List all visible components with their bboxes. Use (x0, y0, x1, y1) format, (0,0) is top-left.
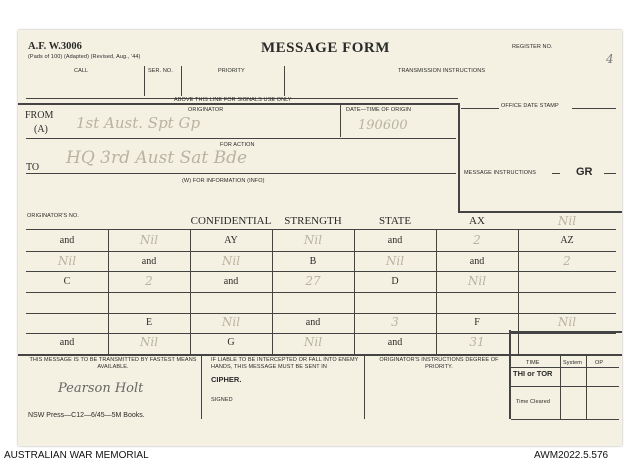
to-value: HQ 3rd Aust Sat Bde (66, 148, 248, 168)
cipher-label: CIPHER. (211, 375, 242, 384)
time-cleared-label: Time Cleared (516, 399, 551, 405)
signals-use-only: ABOVE THIS LINE FOR SIGNALS USE ONLY (174, 97, 292, 103)
grid-cell: and (141, 256, 157, 267)
grid-cell: Nil (139, 335, 159, 349)
register-mark: 4 (606, 52, 614, 66)
form-code: A.F. W.3006 (28, 41, 82, 52)
grid-cell: D (391, 276, 399, 287)
gr-rule (552, 173, 560, 174)
gr-rule (604, 173, 616, 174)
header-divider (144, 66, 145, 96)
grid-cell: and (305, 317, 321, 328)
time-box-rule (511, 386, 619, 387)
thi-or-tor-label: THI or TOR (513, 369, 553, 378)
grid-cell: Nil (385, 254, 405, 268)
from-rule (26, 138, 456, 139)
grid-cell: 2 (145, 274, 153, 288)
message-instructions-label: MESSAGE INSTRUCTIONS (464, 170, 536, 176)
originators-no-label: ORIGINATOR'S NO. (27, 213, 79, 219)
confidential-header: CONFIDENTIAL (190, 215, 272, 227)
grid-col-rule (190, 229, 191, 354)
dtg-value: 190600 (358, 118, 408, 133)
grid-col-rule (354, 229, 355, 354)
ax-header: AX (469, 215, 485, 227)
originator-label: ORIGINATOR (188, 107, 224, 113)
grid-rule (26, 333, 616, 334)
header-divider (181, 66, 182, 96)
signature: Pearson Holt (58, 381, 144, 396)
grid-cell: 27 (305, 274, 321, 288)
archive-caption-right: AWM2022.5.576 (534, 450, 609, 461)
grid-cell: C (63, 276, 71, 287)
grid-cell: and (59, 337, 75, 348)
grid-col-rule (518, 229, 519, 354)
form-pads-note: (Pads of 100) (Adapted) (Revised, Aug., '44) (28, 54, 141, 60)
grid-rule (26, 292, 616, 293)
grid-cell: AZ (560, 235, 574, 246)
ax-value: Nil (557, 214, 577, 228)
message-form-sheet (18, 30, 622, 446)
from-label: FROM (25, 110, 54, 121)
grid-cell: Nil (557, 315, 577, 329)
time-box-rule (511, 419, 619, 420)
state-header: STATE (378, 215, 412, 227)
intercept-note: IF LIABLE TO BE INTERCEPTED OR FALL INTO ENEMY HANDS, THIS MESSAGE MUST BE SENT IN (211, 357, 359, 370)
grid-cell: Nil (221, 315, 241, 329)
form-title: MESSAGE FORM (261, 40, 390, 56)
grid-cell: 2 (563, 254, 571, 268)
office-date-stamp-label: OFFICE DATE STAMP (501, 103, 559, 109)
header-divider (284, 66, 285, 96)
system-label: System (563, 360, 582, 366)
to-rule (26, 173, 456, 174)
routing-right-rule (458, 103, 460, 213)
routing-top-rule (18, 103, 459, 105)
time-box-divider (586, 356, 587, 419)
grid-cell: 3 (391, 315, 399, 329)
gr-label: GR (576, 166, 593, 178)
bottom-divider (201, 355, 202, 419)
grid-rule (26, 313, 616, 314)
grid-cell: and (59, 235, 75, 246)
grid-cell: and (387, 337, 403, 348)
time-label: TIME (526, 360, 540, 366)
ser-no-label: SER. NO. (148, 68, 173, 74)
stamp-rule (461, 108, 499, 109)
grid-cell: E (145, 317, 153, 328)
printer-imprint: NSW Press—C12—6/45—5M Books. (28, 412, 145, 419)
priority-label: PRIORITY (218, 68, 245, 74)
time-box-left (509, 330, 511, 419)
bottom-top-rule (18, 354, 622, 356)
register-no-label: REGISTER NO. (512, 44, 553, 50)
op-label: OP (595, 360, 604, 366)
grid-cell: 2 (473, 233, 481, 247)
from-sub-label: (A) (34, 124, 48, 135)
call-label: CALL (74, 68, 89, 74)
grid-cell: and (387, 235, 403, 246)
signed-label: SIGNED (211, 397, 233, 403)
grid-cell: Nil (221, 254, 241, 268)
for-action-label: FOR ACTION (220, 142, 255, 148)
grid-rule (26, 229, 616, 230)
grid-cell: Nil (139, 233, 159, 247)
grid-cell: Nil (303, 335, 323, 349)
time-box-top (509, 331, 622, 333)
grid-cell: Nil (303, 233, 323, 247)
to-label: TO (26, 162, 40, 173)
bottom-divider (364, 355, 365, 419)
grid-cell: 31 (469, 335, 485, 349)
grid-cell: F (474, 317, 480, 328)
dtg-divider (340, 105, 341, 137)
grid-cell: and (223, 276, 239, 287)
dtg-label: DATE—TIME OF ORIGIN (346, 107, 412, 113)
grid-cell: G (227, 337, 235, 348)
from-value: 1st Aust. Spt Gp (76, 114, 201, 132)
archive-caption-left: AUSTRALIAN WAR MEMORIAL (4, 450, 149, 461)
grid-rule (26, 251, 616, 252)
for-info-label: (W) FOR INFORMATION (INFO) (182, 178, 265, 184)
transmission-label: TRANSMISSION INSTRUCTIONS (398, 68, 486, 74)
grid-cell: AY (224, 235, 238, 246)
grid-cell: and (469, 256, 485, 267)
transmit-note: THIS MESSAGE IS TO BE TRANSMITTED BY FASTEST MEANS AVAILABLE. (29, 357, 197, 370)
grid-cell: B (309, 256, 317, 267)
time-box-divider (560, 356, 561, 419)
grid-cell: Nil (57, 254, 77, 268)
strength-header: STRENGTH (284, 215, 342, 227)
originator-instructions-note: ORIGINATOR'S INSTRUCTIONS DEGREE OF PRIORITY. (379, 357, 499, 370)
grid-rule (26, 271, 616, 272)
instructions-bottom-rule (459, 211, 622, 213)
stamp-rule (572, 108, 616, 109)
grid-cell: Nil (467, 274, 487, 288)
time-box-rule (511, 367, 619, 368)
